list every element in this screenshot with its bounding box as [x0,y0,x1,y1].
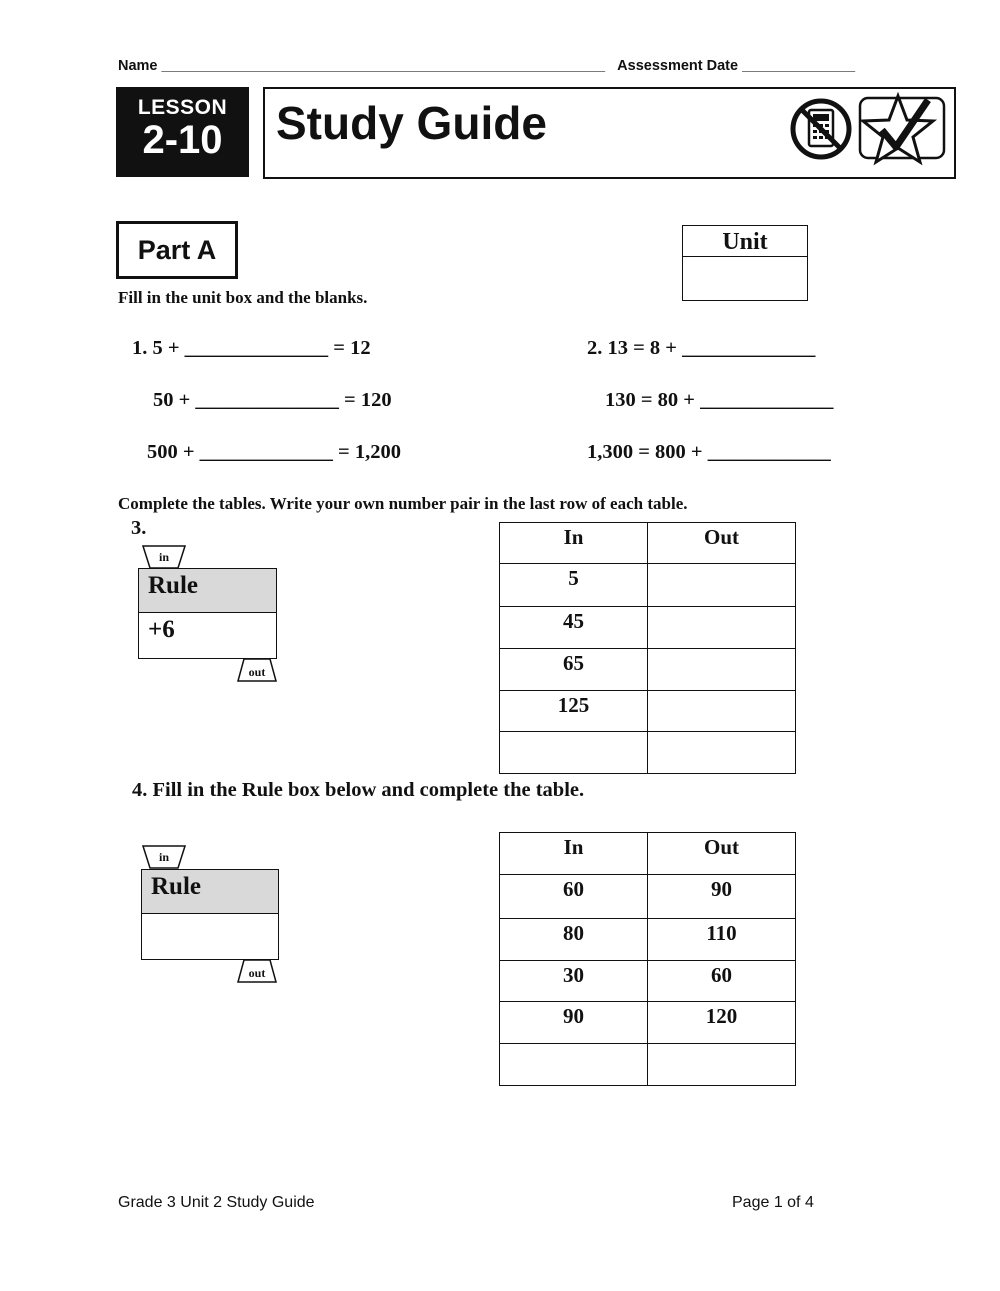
table-cell-in: 65 [500,649,648,691]
table-row [500,691,796,732]
table-cell-in: 5 [500,564,648,607]
out-tag: out [248,966,266,980]
table-cell-in[interactable] [500,732,648,774]
page-title: Study Guide [276,97,547,149]
problem3-table [499,522,796,774]
table-cell-out: 120 [648,1002,796,1044]
unit-box-label: Unit [683,226,807,257]
rule-box [138,568,277,659]
table-row [500,961,796,1002]
problem2-line1[interactable]: 2. 13 = 8 + _____________ [587,337,816,359]
assessment-date-label: Assessment Date [617,58,739,74]
lesson-label: LESSON [137,96,228,119]
footer-page-number: Page 1 of 4 [732,1194,814,1211]
problem1-line2[interactable]: 50 + ______________ = 120 [153,389,392,411]
rule-value-answer[interactable] [142,914,278,958]
star-check-icon [860,96,944,162]
table-cell-in: 30 [500,961,648,1002]
problem4-table [499,832,796,1086]
tables-instruction: Complete the tables. Write your own number pair in the last row of each table. [118,494,688,513]
table-header-in: In [500,833,648,875]
unit-box-answer[interactable] [683,257,807,299]
table-cell-out[interactable] [648,732,796,774]
header-icons [788,92,948,170]
table-cell-out[interactable] [648,607,796,649]
table-row [500,875,796,919]
problem1-line3[interactable]: 500 + _____________ = 1,200 [147,441,401,463]
name-date-row [118,58,888,74]
table-cell-out[interactable] [648,1044,796,1086]
table-header-out: Out [648,523,796,564]
table-cell-out[interactable] [648,649,796,691]
no-calculator-icon [793,101,849,157]
table-row [500,607,796,649]
problem3-number: 3. [131,517,147,539]
part-a-instruction: Fill in the unit box and the blanks. [118,288,368,307]
rule-box [141,869,279,960]
lesson-badge [116,87,249,177]
table-cell-out[interactable] [648,564,796,607]
assessment-date-line[interactable]: ______________ [742,58,856,74]
problem1-line1[interactable]: 1. 5 + ______________ = 12 [132,337,371,359]
rule-label: Rule [142,870,278,914]
table-cell-in: 80 [500,919,648,961]
rule-value: +6 [148,616,175,643]
table-cell-out: 90 [648,875,796,919]
table-cell-in: 60 [500,875,648,919]
problem2-line2[interactable]: 130 = 80 + _____________ [605,389,834,411]
table-cell-in: 90 [500,1002,648,1044]
out-tag: out [248,665,266,679]
table-row [500,1044,796,1086]
table-row [500,732,796,774]
table-cell-in: 125 [500,691,648,732]
table-row [500,649,796,691]
table-header-row [500,833,796,875]
lesson-number: 2-10 [142,118,223,162]
problem2-line3[interactable]: 1,300 = 800 + ____________ [587,441,831,463]
table-cell-out[interactable] [648,691,796,732]
name-line[interactable]: _______________________________________________________ [161,58,606,74]
table-cell-out: 110 [648,919,796,961]
table-cell-in[interactable] [500,1044,648,1086]
name-label: Name [118,58,158,74]
in-tag: in [158,550,169,564]
table-header-row [500,523,796,564]
rule-label: Rule [139,569,276,613]
in-tag: in [158,850,169,864]
footer-left: Grade 3 Unit 2 Study Guide [118,1194,315,1211]
table-header-in: In [500,523,648,564]
table-header-out: Out [648,833,796,875]
problem4-prompt: 4. Fill in the Rule box below and complete the table. [132,779,585,801]
table-row [500,919,796,961]
unit-box [682,225,808,301]
table-cell-out: 60 [648,961,796,1002]
table-row [500,1002,796,1044]
part-a-label: Part A [116,221,238,279]
table-row [500,564,796,607]
table-cell-in: 45 [500,607,648,649]
